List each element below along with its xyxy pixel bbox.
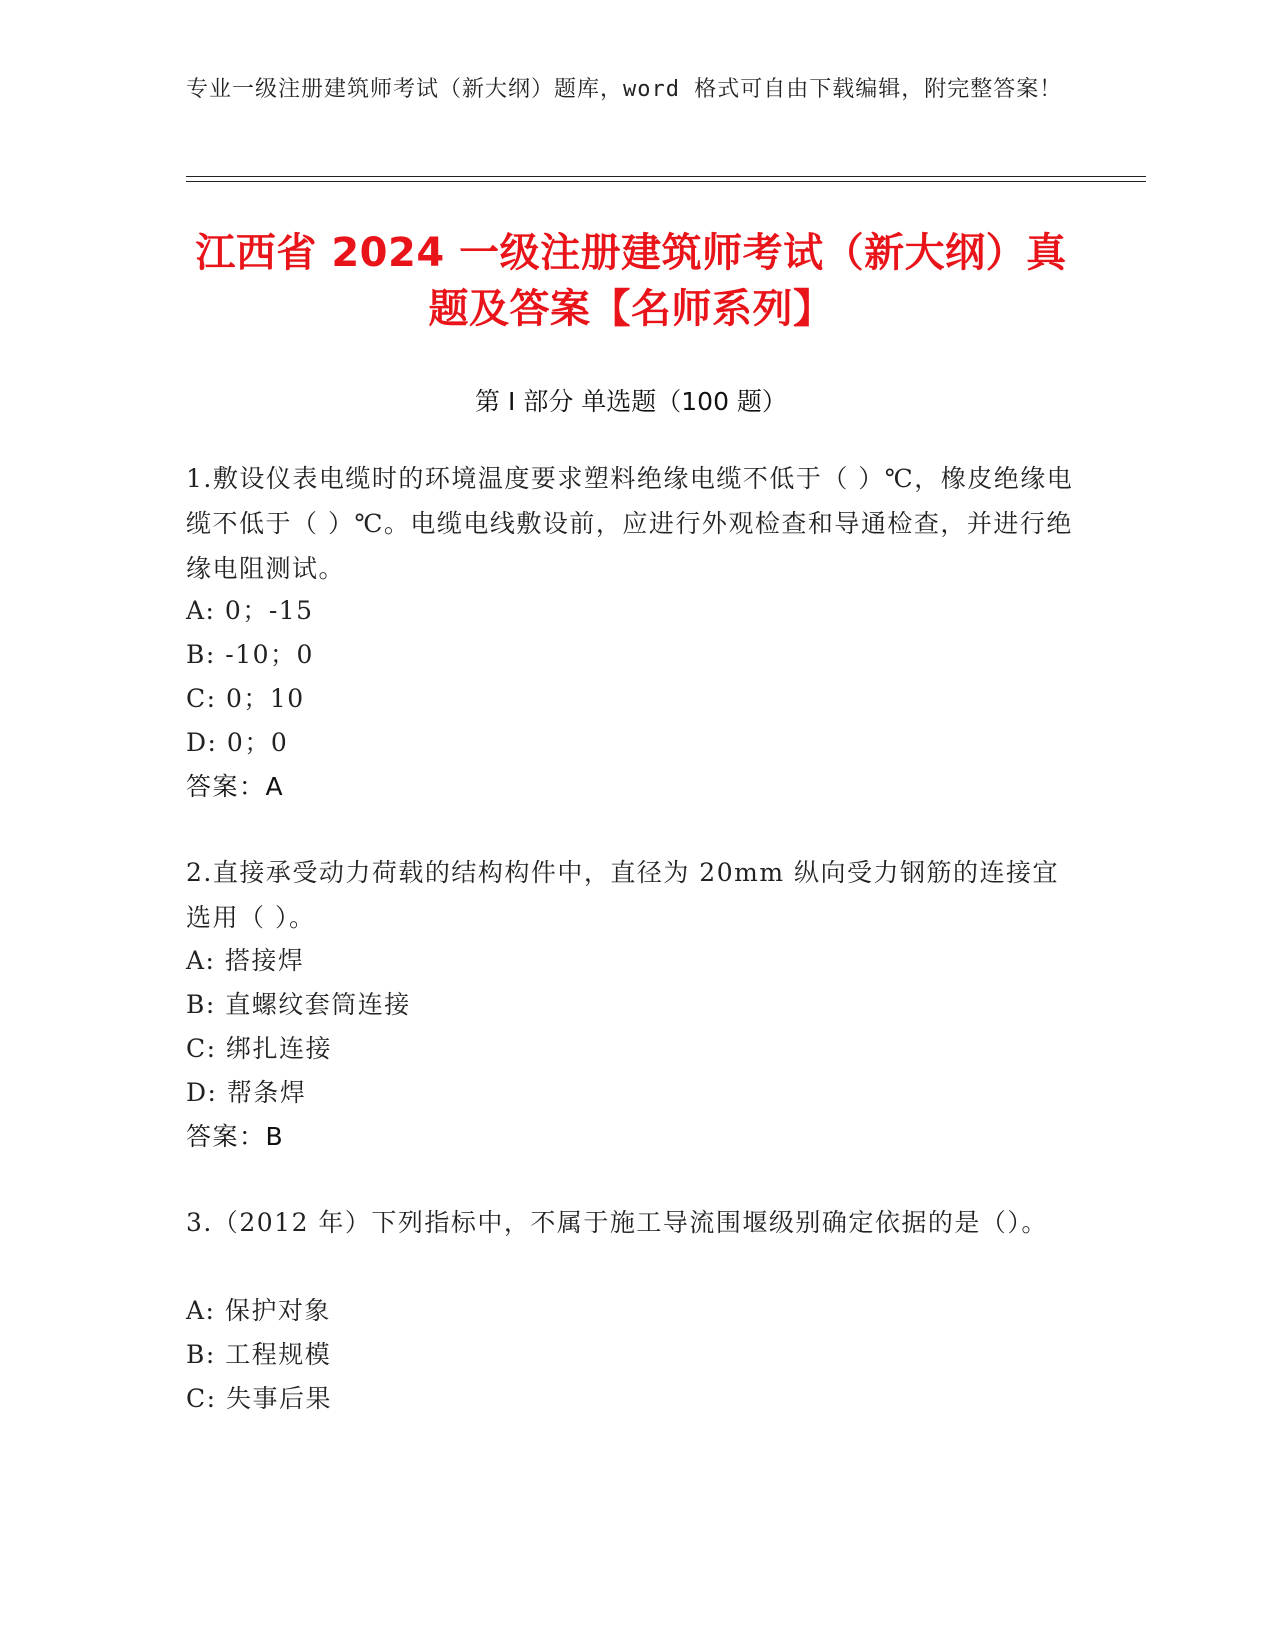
question-3-option-a: A: 保护对象	[186, 1296, 331, 1325]
question-1-option-d: D: 0；0	[186, 728, 289, 757]
question-1-text: 1.敷设仪表电缆时的环境温度要求塑料绝缘电缆不低于（ ）℃，橡皮绝缘电缆不低于（ ）℃。电缆电线敷设前，应进行外观检查和导通检查，并进行绝缘电阻测试。	[186, 464, 1074, 583]
question-1-answer: 答案：A	[186, 772, 285, 801]
question-1-option-b: B: -10；0	[186, 640, 314, 669]
question-1-option-c: C: 0；10	[186, 684, 305, 713]
section-heading: 第 I 部分 单选题（100 题）	[475, 387, 787, 416]
question-2-option-d: D: 帮条焊	[186, 1078, 307, 1107]
question-1-option-a: A: 0；-15	[186, 596, 314, 625]
question-3-option-c: C: 失事后果	[186, 1384, 332, 1413]
question-3-option-b: B: 工程规模	[186, 1340, 332, 1369]
question-3-text: 3.（2012 年）下列指标中，不属于施工导流围堰级别确定依据的是（）。	[186, 1208, 1048, 1237]
header-rule-top	[186, 176, 1146, 177]
document-title: 江西省 2024 一级注册建筑师考试（新大纲）真题及答案【名师系列】	[195, 230, 1067, 332]
header-rule-bottom	[186, 181, 1146, 182]
question-2-option-a: A: 搭接焊	[186, 946, 305, 975]
question-2-answer: 答案：B	[186, 1122, 285, 1151]
question-2-text: 2.直接承受动力荷载的结构构件中，直径为 20mm 纵向受力钢筋的连接宜选用（ ）。	[186, 858, 1059, 932]
question-2-option-c: C: 绑扎连接	[186, 1034, 332, 1063]
header-note: 专业一级注册建筑师考试（新大纲）题库，word 格式可自由下载编辑，附完整答案！	[186, 77, 1063, 102]
question-2-option-b: B: 直螺纹套筒连接	[186, 990, 411, 1019]
